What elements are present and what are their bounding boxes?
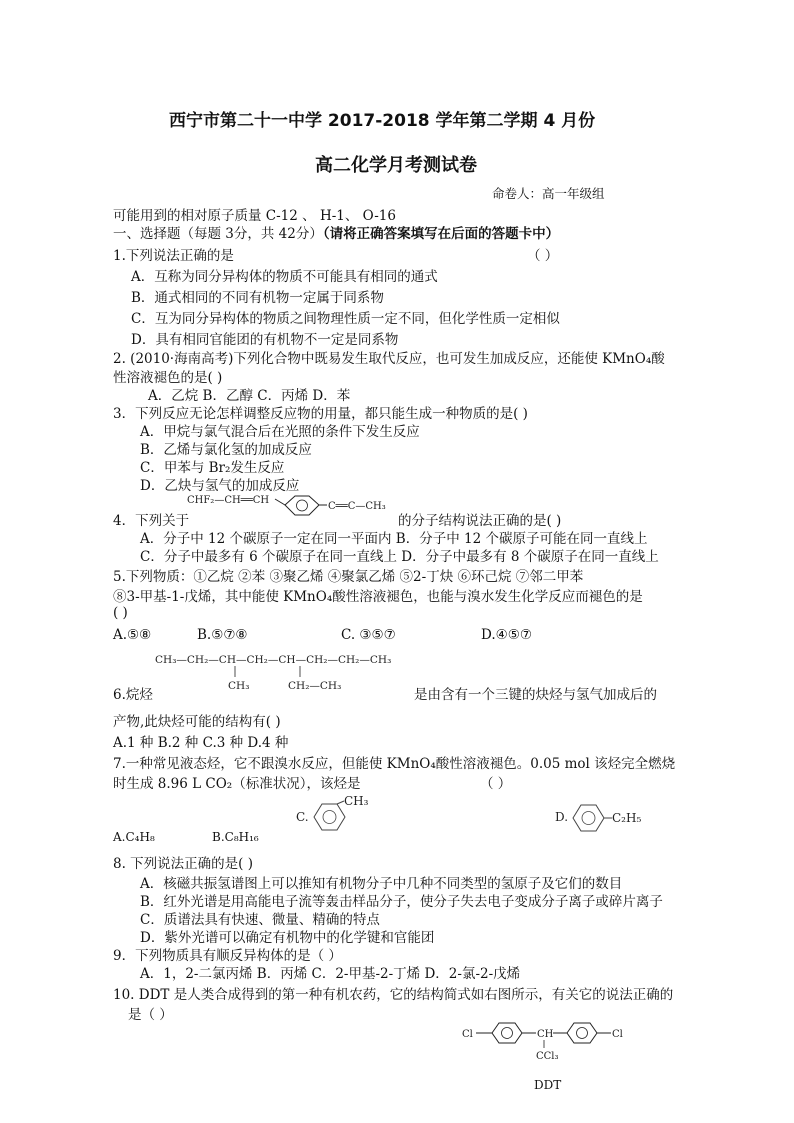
q7-option-b: B.C₈H₁₆ bbox=[212, 830, 259, 844]
q6-sub2-label: CH₂—CH₃ bbox=[288, 680, 342, 692]
q6-options: A.1 种 B.2 种 C.3 种 D.4 种 bbox=[113, 735, 289, 751]
q2-line2: 性溶液褪色的是( ) bbox=[113, 370, 223, 386]
q8-option-d: D．紫外光谱可以确定有机物中的化学键和官能团 bbox=[140, 930, 435, 946]
q7-blank: （ ） bbox=[480, 776, 512, 792]
atomic-masses: 可能用到的相对原子质量 C-12 、 H-1、 O-16 bbox=[113, 208, 396, 224]
author-line: 命卷人：高一年级组 bbox=[492, 186, 605, 201]
benzene-ring-icon bbox=[567, 1023, 597, 1043]
ddt-caption: DDT bbox=[534, 1078, 562, 1092]
q7-option-a: A.C₄H₈ bbox=[113, 830, 155, 844]
q3-option-c: C．甲苯与 Br₂发生反应 bbox=[140, 460, 285, 476]
q7-c-sub: CH₃ bbox=[344, 794, 369, 808]
q3-option-b: B．乙烯与氯化氢的加成反应 bbox=[140, 442, 312, 458]
q5-option-a: A.⑤⑧ bbox=[113, 627, 152, 643]
ddt-ccl3: CCl₃ bbox=[536, 1051, 559, 1062]
q7-option-d-structure bbox=[555, 797, 650, 845]
q5-line3: ( ) bbox=[113, 605, 128, 621]
q8-stem: 8. 下列说法正确的是( ) bbox=[113, 856, 253, 872]
q3-stem: 3．下列反应无论怎样调整反应物的用量，都只能生成一种物质的是( ) bbox=[113, 406, 528, 422]
q1-option-c: C．互为同分异构体的物质之间物理性质一定不同，但化学性质一定相似 bbox=[131, 311, 560, 327]
q3-option-a: A．甲烷与氯气混合后在光照的条件下发生反应 bbox=[140, 424, 420, 440]
ddt-cl-left: Cl bbox=[462, 1029, 473, 1040]
q5-option-b: B.⑤⑦⑧ bbox=[197, 627, 248, 643]
q5-option-d: D.④⑤⑦ bbox=[481, 627, 532, 643]
benzene-ring-icon bbox=[492, 1023, 522, 1043]
q7-line1: 7.一种常见液态烃，它不跟溴水反应，但能使 KMnO₄酸性溶液褪色。0.05 mol 该烃完全燃烧 bbox=[113, 756, 676, 772]
q7-line2: 时生成 8.96 L CO₂（标准状况），该烃是 bbox=[113, 776, 361, 792]
section-heading bbox=[113, 222, 559, 242]
q9-stem: 9．下列物质具有顺反异构体的是（ ） bbox=[113, 948, 342, 964]
q5-option-c: C. ③⑤⑦ bbox=[341, 627, 396, 643]
q4-options-cd: C．分子中最多有 6 个碳原子在同一直线上 D．分子中最多有 8 个碳原子在同一直线上 bbox=[140, 549, 659, 565]
q6-chain-label: CH₃—CH₂—CH—CH₂—CH—CH₂—CH₂—CH₃ bbox=[155, 654, 392, 666]
q6-alkane-structure bbox=[155, 651, 420, 700]
q3-option-d: D．乙炔与氢气的加成反应 bbox=[140, 478, 300, 494]
exam-subtitle: 高二化学月考测试卷 bbox=[315, 155, 477, 176]
q2-options: A．乙烷 B．乙醇 C．丙烯 D．苯 bbox=[148, 388, 351, 404]
q4-mol-right-label: C══C—CH₃ bbox=[328, 501, 386, 512]
q2-line1: 2. (2010·海南高考)下列化合物中既易发生取代反应，也可发生加成反应，还能使 KMnO₄酸 bbox=[113, 351, 665, 367]
q1-option-a: A．互称为同分异构体的物质不可能具有相同的通式 bbox=[131, 269, 438, 285]
section-prefix: 一、选择题（每题 3分，共 42分） bbox=[113, 226, 323, 242]
ddt-ch: CH bbox=[537, 1029, 554, 1040]
ddt-cl-right: Cl bbox=[612, 1029, 623, 1040]
q9-options: A．1，2-二氯丙烯 B．丙烯 C．2-甲基-2-丁烯 D．2-氯-2-戊烯 bbox=[140, 966, 521, 982]
benzene-ring-icon bbox=[314, 804, 345, 830]
q7-c-label: C. bbox=[296, 810, 309, 824]
q8-option-a: A．核磁共振氢谱图上可以推知有机物分子中几种不同类型的氢原子及它们的数目 bbox=[140, 876, 623, 892]
q4-options-ab: A．分子中 12 个碳原子一定在同一平面内 B．分子中 12 个碳原子可能在同一直线上 bbox=[140, 531, 648, 547]
q5-line2: ⑧3-甲基-1-戊烯，其中能使 KMnO₄酸性溶液褪色，也能与溴水发生化学反应而褪色的是 bbox=[113, 589, 643, 605]
q6-line2: 产物,此炔烃可能的结构有( ) bbox=[113, 714, 281, 730]
section-note: （请将正确答案填写在后面的答题卡中） bbox=[322, 226, 560, 242]
q7-d-label: D. bbox=[555, 810, 569, 824]
q1-blank: （ ） bbox=[527, 248, 559, 264]
q8-option-b: B．红外光谱是用高能电子流等轰击样品分子，使分子失去电子变成分子离子或碎片离子 bbox=[140, 894, 663, 910]
q6-suffix: 是由含有一个三键的炔烃与氢气加成后的 bbox=[414, 687, 657, 703]
q5-line1: 5.下列物质：①乙烷 ②苯 ③聚乙烯 ④聚氯乙烯 ⑤2-丁炔 ⑥环己烷 ⑦邻二甲苯 bbox=[113, 569, 584, 585]
q7-d-sub: C₂H₅ bbox=[612, 811, 642, 825]
ddt-structure bbox=[460, 1018, 640, 1082]
q1-stem: 1.下列说法正确的是 bbox=[113, 248, 234, 264]
q4-molecule-structure bbox=[185, 490, 400, 528]
q4-prefix: 4．下列关于 bbox=[113, 513, 190, 529]
q7-option-c-structure bbox=[296, 794, 369, 843]
q4-mol-left-label: CHF₂—CH══CH bbox=[187, 495, 270, 506]
exam-title: 西宁市第二十一中学 2017-2018 学年第二学期 4 月份 bbox=[169, 111, 596, 131]
q6-prefix: 6.烷烃 bbox=[113, 687, 153, 703]
q6-sub1-label: CH₃ bbox=[228, 680, 250, 692]
q1-option-d: D．具有相同官能团的有机物不一定是同系物 bbox=[131, 332, 399, 348]
benzene-ring-icon bbox=[573, 805, 604, 831]
benzene-ring-icon bbox=[285, 496, 319, 515]
q10-line1: 10. DDT 是人类合成得到的第一种有机农药，它的结构简式如右图所示，有关它的说法正确的 bbox=[113, 987, 674, 1003]
q4-suffix: 的分子结构说法正确的是( ) bbox=[398, 513, 562, 529]
q8-option-c: C．质谱法具有快速、微量、精确的特点 bbox=[140, 912, 380, 928]
q1-option-b: B．通式相同的不同有机物一定属于同系物 bbox=[131, 290, 384, 306]
q10-line2: 是（ ） bbox=[128, 1007, 173, 1023]
